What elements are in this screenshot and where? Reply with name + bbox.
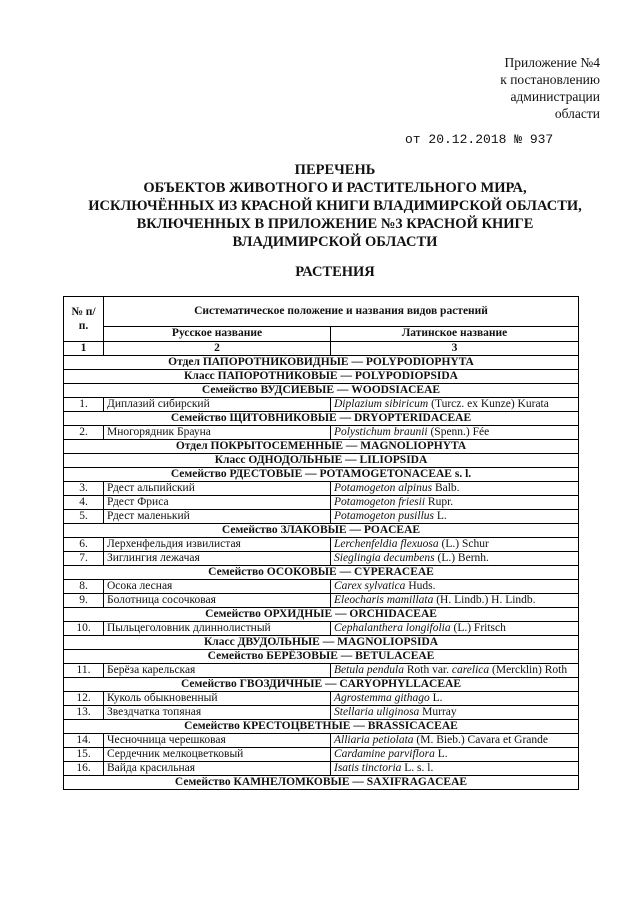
group-row	[64, 678, 579, 692]
latin-author: (M. Bieb.) Cavara et Grande	[413, 734, 548, 746]
appendix-line: к постановлению	[500, 72, 600, 87]
russian-name: Многорядник Брауна	[104, 426, 331, 440]
latin-genus-species: Potamogeton friesii	[334, 496, 426, 508]
table-row	[64, 538, 579, 552]
russian-name: Зиглингия лежачая	[104, 552, 331, 566]
latin-genus-species: Sieglingia decumbens	[334, 552, 435, 564]
header-col-2: 2	[104, 342, 331, 356]
latin-author: L. s. l.	[401, 762, 434, 774]
latin-name	[331, 538, 579, 552]
title-line: ВЛАДИМИРСКОЙ ОБЛАСТИ	[232, 234, 438, 250]
latin-genus-species: Eleocharis mamillata	[334, 594, 434, 606]
latin-author: (L.) Bernh.	[434, 552, 489, 564]
russian-name: Рдест маленький	[104, 510, 331, 524]
latin-genus-species: Cephalanthera longifolia	[334, 622, 451, 634]
header-col-1: 1	[64, 342, 104, 356]
latin-genus-species: Lerchenfeldia flexuosa	[334, 538, 439, 550]
group-label: Семейство ОРХИДНЫЕ — ORCHIDACEAE	[64, 608, 579, 622]
latin-author: Huds.	[405, 580, 436, 592]
header-num: № п/п.	[64, 297, 104, 342]
table-row	[64, 594, 579, 608]
table-row	[64, 748, 579, 762]
latin-variety-author: (Mercklin) Roth	[489, 664, 568, 676]
row-number: 9.	[64, 594, 104, 608]
russian-name: Сердечник мелкоцветковый	[104, 748, 331, 762]
latin-variety: carelica	[451, 664, 490, 676]
russian-name: Чесночница черешковая	[104, 734, 331, 748]
row-number: 6.	[64, 538, 104, 552]
latin-author: (Turcz. ex Kunze) Kurata	[428, 398, 549, 410]
latin-name	[331, 594, 579, 608]
latin-author: Murray	[419, 706, 457, 718]
latin-name	[331, 496, 579, 510]
group-row	[64, 650, 579, 664]
russian-name: Вайда красильная	[104, 762, 331, 776]
group-row	[64, 566, 579, 580]
latin-genus-species: Carex sylvatica	[334, 580, 406, 592]
header-systematic: Систематическое положение и названия видов растений	[104, 297, 579, 327]
resolution-date-text: от 20.12.2018 № 937	[405, 132, 554, 147]
group-label: Семейство БЕРЁЗОВЫЕ — BETULACEAE	[64, 650, 579, 664]
latin-author: (L.) Schur	[438, 538, 489, 550]
title-line: ИСКЛЮЧЁННЫХ ИЗ КРАСНОЙ КНИГИ ВЛАДИМИРСКОЙ ОБЛАСТИ,	[88, 198, 582, 214]
latin-name	[331, 692, 579, 706]
russian-name: Болотница сосочковая	[104, 594, 331, 608]
group-label: Класс ДВУДОЛЬНЫЕ — MAGNOLIOPSIDA	[64, 636, 579, 650]
row-number: 7.	[64, 552, 104, 566]
latin-genus-species: Cardamine parviflora	[334, 748, 435, 760]
latin-name	[331, 552, 579, 566]
row-number: 14.	[64, 734, 104, 748]
group-label: Отдел ПАПОРОТНИКОВИДНЫЕ — POLYPODIOPHYTA	[64, 356, 579, 370]
latin-genus-species: Polystichum braunii	[334, 426, 428, 438]
latin-genus-species: Agrostemma githago	[334, 692, 430, 704]
group-row	[64, 468, 579, 482]
latin-author: Roth var.	[403, 664, 452, 676]
latin-author: Balb.	[432, 482, 460, 494]
group-label: Семейство ВУДСИЕВЫЕ — WOODSIACEAE	[64, 384, 579, 398]
row-number: 11.	[64, 664, 104, 678]
latin-author: (Spenn.) Fée	[427, 426, 490, 438]
species-table	[63, 296, 579, 790]
table-row	[64, 482, 579, 496]
row-number: 3.	[64, 482, 104, 496]
row-number: 5.	[64, 510, 104, 524]
document-title	[40, 161, 630, 251]
latin-name	[331, 482, 579, 496]
group-label: Отдел ПОКРЫТОСЕМЕННЫЕ — MAGNOLIOPHYTA	[64, 440, 579, 454]
row-number: 8.	[64, 580, 104, 594]
title-line: ВКЛЮЧЕННЫХ В ПРИЛОЖЕНИЕ №3 КРАСНОЙ КНИГЕ	[136, 216, 534, 232]
latin-author: L.	[434, 748, 448, 760]
group-row	[64, 524, 579, 538]
russian-name: Пыльцеголовник длиннолистный	[104, 622, 331, 636]
row-number: 10.	[64, 622, 104, 636]
latin-genus-species: Alliaria petiolata	[334, 734, 414, 746]
latin-author: (H. Lindb.) H. Lindb.	[433, 594, 536, 606]
group-label: Семейство ЗЛАКОВЫЕ — POACEAE	[64, 524, 579, 538]
group-row	[64, 384, 579, 398]
group-label: Класс ПАПОРОТНИКОВЫЕ — POLYPODIOPSIDA	[64, 370, 579, 384]
table-row	[64, 580, 579, 594]
resolution-date	[405, 131, 553, 147]
table-row	[64, 762, 579, 776]
header-col-3: 3	[331, 342, 579, 356]
table-row	[64, 496, 579, 510]
latin-name	[331, 426, 579, 440]
russian-name: Диплазий сибирский	[104, 398, 331, 412]
russian-name: Лерхенфельдия извилистая	[104, 538, 331, 552]
latin-author: L.	[434, 510, 447, 522]
table-row	[64, 734, 579, 748]
group-label: Семейство КАМНЕЛОМКОВЫЕ — SAXIFRAGACEAE	[64, 776, 579, 790]
latin-author: Rupr.	[425, 496, 454, 508]
latin-genus-species: Diplazium sibiricum	[334, 398, 429, 410]
russian-name: Осока лесная	[104, 580, 331, 594]
latin-name	[331, 762, 579, 776]
row-number: 12.	[64, 692, 104, 706]
group-row	[64, 776, 579, 790]
russian-name: Звездчатка топяная	[104, 706, 331, 720]
latin-genus-species: Potamogeton pusillus	[334, 510, 434, 522]
latin-name	[331, 510, 579, 524]
table-row	[64, 552, 579, 566]
group-row	[64, 636, 579, 650]
latin-name	[331, 580, 579, 594]
group-label: Класс ОДНОДОЛЬНЫЕ — LILIOPSIDA	[64, 454, 579, 468]
latin-name	[331, 734, 579, 748]
header-latin: Латинское название	[331, 326, 579, 341]
group-row	[64, 454, 579, 468]
group-label: Семейство ЩИТОВНИКОВЫЕ — DRYOPTERIDACEAE	[64, 412, 579, 426]
latin-name	[331, 622, 579, 636]
group-row	[64, 370, 579, 384]
appendix-line: администрации	[510, 89, 600, 104]
title-line: ОБЪЕКТОВ ЖИВОТНОГО И РАСТИТЕЛЬНОГО МИРА,	[143, 180, 527, 196]
group-label: Семейство ГВОЗДИЧНЫЕ — CARYOPHYLLACEAE	[64, 678, 579, 692]
row-number: 4.	[64, 496, 104, 510]
appendix-block	[400, 54, 600, 122]
group-row	[64, 720, 579, 734]
russian-name: Куколь обыкновенный	[104, 692, 331, 706]
table-row	[64, 692, 579, 706]
row-number: 2.	[64, 426, 104, 440]
latin-name	[331, 664, 579, 678]
appendix-line: Приложение №4	[504, 55, 600, 70]
appendix-line: области	[554, 106, 600, 121]
group-row	[64, 412, 579, 426]
header-russian: Русское название	[104, 326, 331, 341]
russian-name: Рдест альпийский	[104, 482, 331, 496]
table-row	[64, 706, 579, 720]
latin-name	[331, 398, 579, 412]
latin-name	[331, 706, 579, 720]
section-title: РАСТЕНИЯ	[295, 264, 375, 280]
group-label: Семейство КРЕСТОЦВЕТНЫЕ — BRASSICACEAE	[64, 720, 579, 734]
row-number: 1.	[64, 398, 104, 412]
latin-genus-species: Isatis tinctoria	[334, 762, 402, 774]
group-row	[64, 440, 579, 454]
latin-genus-species: Potamogeton alpinus	[334, 482, 433, 494]
latin-author: L.	[429, 692, 443, 704]
group-row	[64, 608, 579, 622]
table-row	[64, 398, 579, 412]
table-row	[64, 622, 579, 636]
table-row	[64, 510, 579, 524]
table-row	[64, 426, 579, 440]
latin-author: (L.) Fritsch	[450, 622, 506, 634]
russian-name: Берёза карельская	[104, 664, 331, 678]
latin-genus-species: Stellaria uliginosa	[334, 706, 420, 718]
russian-name: Рдест Фриса	[104, 496, 331, 510]
row-number: 15.	[64, 748, 104, 762]
row-number: 13.	[64, 706, 104, 720]
latin-genus-species: Betula pendula	[334, 664, 404, 676]
group-label: Семейство РДЕСТОВЫЕ — POTAMOGETONACEAE s. l.	[64, 468, 579, 482]
group-row	[64, 356, 579, 370]
latin-name	[331, 748, 579, 762]
group-label: Семейство ОСОКОВЫЕ — CYPERACEAE	[64, 566, 579, 580]
table-row	[64, 664, 579, 678]
title-line: ПЕРЕЧЕНЬ	[294, 162, 376, 178]
row-number: 16.	[64, 762, 104, 776]
table-body	[64, 356, 579, 790]
